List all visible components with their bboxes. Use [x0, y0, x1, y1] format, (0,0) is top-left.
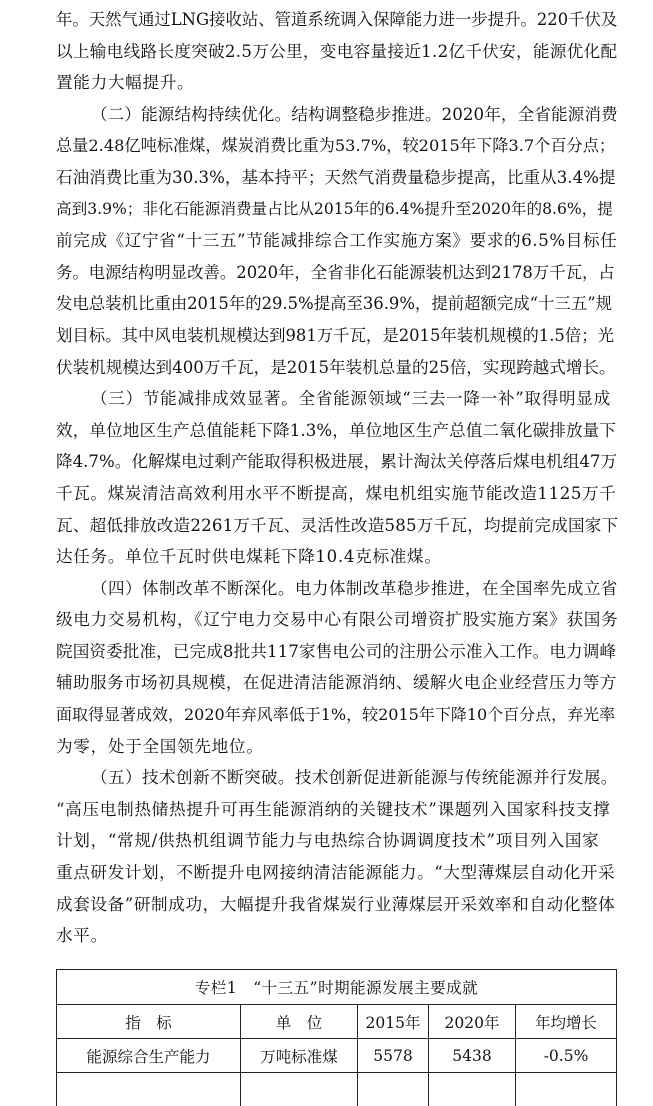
- text-line: 面取得显著成效，2020年弃风率低于1%，较2015年下降10个百分点，弃光率: [56, 705, 616, 725]
- text-line: 总量2.48亿吨标准煤，煤炭消费比重为53.7%，较2015年下降3.7个百分点；: [56, 136, 616, 156]
- empty-cell: [358, 1073, 429, 1106]
- text-line: （四）体制改革不断深化。电力体制改革稳步推进，在全国率先成立省: [91, 578, 618, 598]
- text-line: 瓦、超低排放改造2261万千瓦、灵活性改造585万千瓦，均提前完成国家下: [56, 515, 619, 535]
- text-line: 院国资委批准，已完成8批共117家售电公司的注册公示准入工作。电力调峰: [56, 641, 617, 661]
- cell-2015: 5578: [358, 1039, 429, 1073]
- text-line: （三）节能减排成效显著。全省能源领域“三去一降一补”取得明显成: [91, 389, 611, 409]
- text-line: （五）技术创新不断突破。技术创新促进新能源与传统能源并行发展。: [91, 768, 618, 788]
- header-2020: 2020年: [429, 1005, 516, 1039]
- text-line: 石油消费比重为30.3%，基本持平；天然气消费量稳步提高，比重从3.4%提: [56, 167, 616, 187]
- header-growth: 年均增长: [516, 1005, 617, 1039]
- table-row: [57, 1039, 617, 1073]
- table-header-row: [57, 1005, 617, 1039]
- text-line: 务。电源结构明显改善。2020年，全省非化石能源装机达到2178万千瓦，占: [56, 262, 615, 282]
- text-line: （二）能源结构持续优化。结构调整稳步推进。2020年，全省能源消费: [91, 104, 618, 124]
- achievements-table: [56, 969, 617, 1106]
- cell-indicator: 能源综合生产能力: [57, 1039, 241, 1073]
- header-indicator: 指 标: [57, 1005, 241, 1039]
- body-text: [56, 4, 618, 952]
- text-line: 以上输电线路长度突破2.5万公里，变电容量接近1.2亿千伏安，能源优化配: [56, 41, 618, 61]
- text-line: 高到3.9%；非化石能源消费量占比从2015年的6.4%提升至2020年的8.6%，提: [56, 199, 613, 218]
- cell-unit: 万吨标准煤: [241, 1039, 358, 1073]
- text-line: 辅助服务市场初具规模，在促进清洁能源消纳、缓解火电企业经营压力等方: [56, 673, 617, 693]
- paragraph-intro: [56, 4, 618, 99]
- paragraph-energy-saving: [56, 383, 618, 573]
- text-line: 级电力交易机构，《辽宁电力交易中心有限公司增资扩股实施方案》获国务: [56, 610, 619, 630]
- cell-2020: 5438: [429, 1039, 516, 1073]
- header-unit: 单 位: [241, 1005, 358, 1039]
- text-line: 成套设备”研制成功，大幅提升我省煤炭行业薄煤层开采效率和自动化整体: [56, 894, 616, 914]
- text-line: 前完成《辽宁省“十三五”节能减排综合工作实施方案》要求的6.5%目标任: [56, 231, 618, 251]
- text-line: 达任务。单位千瓦时供电煤耗下降10.4克标准煤。: [56, 547, 442, 567]
- empty-cell: [241, 1073, 358, 1106]
- text-line: 千瓦。煤炭清洁高效利用水平不断提高，煤电机组实施节能改造1125万千: [56, 483, 617, 503]
- text-line: 发电总装机比重由2015年的29.5%提高至36.9%，提前超额完成“十三五”规: [56, 294, 612, 314]
- text-line: 降4.7%。化解煤电过剩产能取得积极进展，累计淘汰关停落后煤电机组47万: [56, 452, 618, 472]
- table-row-empty: [57, 1073, 617, 1106]
- table-title-row: [57, 970, 617, 1005]
- text-line: 为零，处于全国领先地位。: [56, 736, 264, 756]
- text-line: 效，单位地区生产总值能耗下降1.3%，单位地区生产总值二氧化碳排放量下: [56, 420, 617, 440]
- empty-cell: [57, 1073, 241, 1106]
- table-title: 专栏1 “十三五”时期能源发展主要成就: [57, 970, 617, 1005]
- text-line: 年。天然气通过LNG接收站、管道系统调入保障能力进一步提升。220千伏及: [56, 10, 618, 29]
- text-line: 伏装机规模达到400万千瓦，是2015年装机总量的25倍，实现跨越式增长。: [56, 357, 616, 377]
- paragraph-innovation: [56, 762, 618, 952]
- text-line: 计划，“常规/供热机组调节能力与电热综合协调调度技术”项目列入国家: [56, 831, 600, 851]
- text-line: 置能力大幅提升。: [56, 73, 195, 93]
- header-2015: 2015年: [358, 1005, 429, 1039]
- paragraph-energy-structure: [56, 99, 618, 383]
- cell-growth: -0.5%: [516, 1039, 617, 1073]
- empty-cell: [516, 1073, 617, 1106]
- paragraph-reform: [56, 573, 618, 763]
- text-line: 水平。: [56, 926, 108, 946]
- empty-cell: [429, 1073, 516, 1106]
- text-line: 重点研发计划，不断提升电网接纳清洁能源能力。“大型薄煤层自动化开采: [56, 863, 616, 883]
- text-line: “高压电制热储热提升可再生能源消纳的关键技术”课题列入国家科技支撑: [56, 799, 611, 819]
- text-line: 划目标。其中风电装机规模达到981万千瓦，是2015年装机规模的1.5倍；光: [56, 325, 614, 345]
